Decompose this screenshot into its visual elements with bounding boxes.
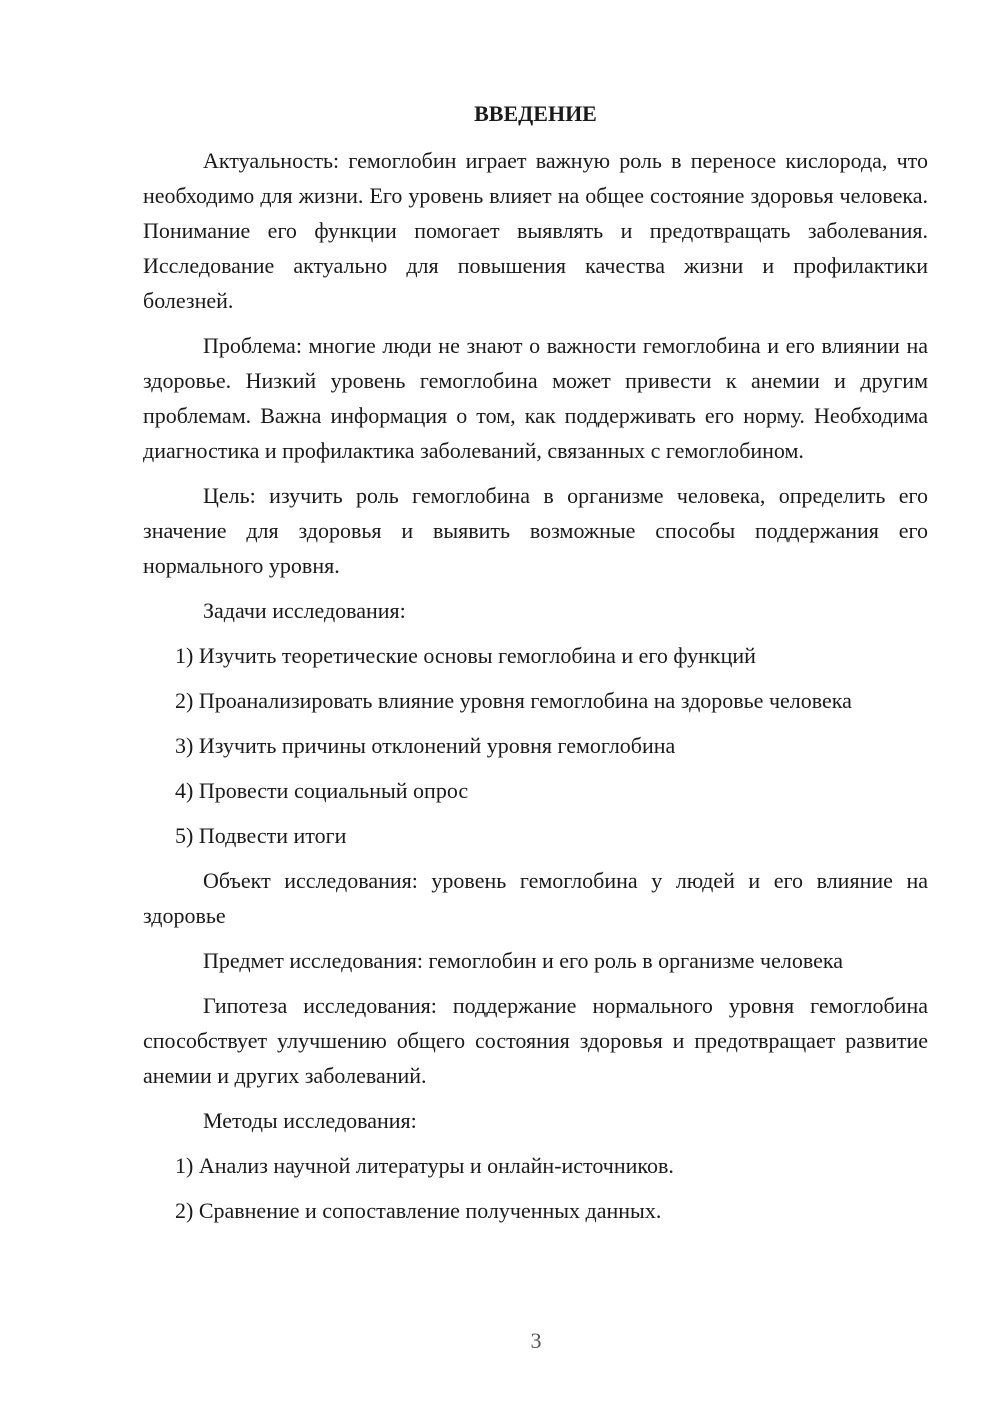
method-item: 1) Анализ научной литературы и онлайн-источников. <box>175 1153 674 1178</box>
problem-paragraph: Проблема: многие люди не знают о важности гемоглобина и его влиянии на здоровье. Низкий уровень гемоглобина может привести к анемии и другим проблемам. Важна информация о том, как поддерживать его норму. Необходима диагностика и профилактика заболеваний, связанных с гемоглобином. <box>143 333 928 463</box>
goal-paragraph: Цель: изучить роль гемоглобина в организме человека, определить его значение для здоровья и выявить возможные способы поддержания его нормального уровня. <box>143 483 928 578</box>
methods-heading: Методы исследования: <box>203 1108 417 1133</box>
task-item: 4) Провести социальный опрос <box>175 778 469 803</box>
relevance-paragraph: Актуальность: гемоглобин играет важную роль в переносе кислорода, что необходимо для жизни. Его уровень влияет на общее состояние здоровья человека. Понимание его функции помогает выявлять и предотвращать заболевания. Исследование актуально для повышения качества жизни и профилактики болезней. <box>143 148 928 313</box>
task-item: 2) Проанализировать влияние уровня гемоглобина на здоровье человека <box>175 688 852 713</box>
object-paragraph: Объект исследования: уровень гемоглобина у людей и его влияние на здоровье <box>143 868 928 928</box>
page-number: 3 <box>530 1328 542 1353</box>
tasks-heading: Задачи исследования: <box>203 598 406 623</box>
method-item: 2) Сравнение и сопоставление полученных данных. <box>175 1198 662 1223</box>
document-page <box>143 96 928 1238</box>
subject-paragraph: Предмет исследования: гемоглобин и его роль в организме человека <box>203 948 843 973</box>
task-item: 5) Подвести итоги <box>175 823 347 848</box>
hypothesis-paragraph: Гипотеза исследования: поддержание нормального уровня гемоглобина способствует улучшению общего состояния здоровья и предотвращает развитие анемии и других заболеваний. <box>143 993 928 1088</box>
task-item: 3) Изучить причины отклонений уровня гемоглобина <box>175 733 676 758</box>
section-title: ВВЕДЕНИЕ <box>474 101 597 126</box>
task-item: 1) Изучить теоретические основы гемоглобина и его функций <box>175 643 756 668</box>
